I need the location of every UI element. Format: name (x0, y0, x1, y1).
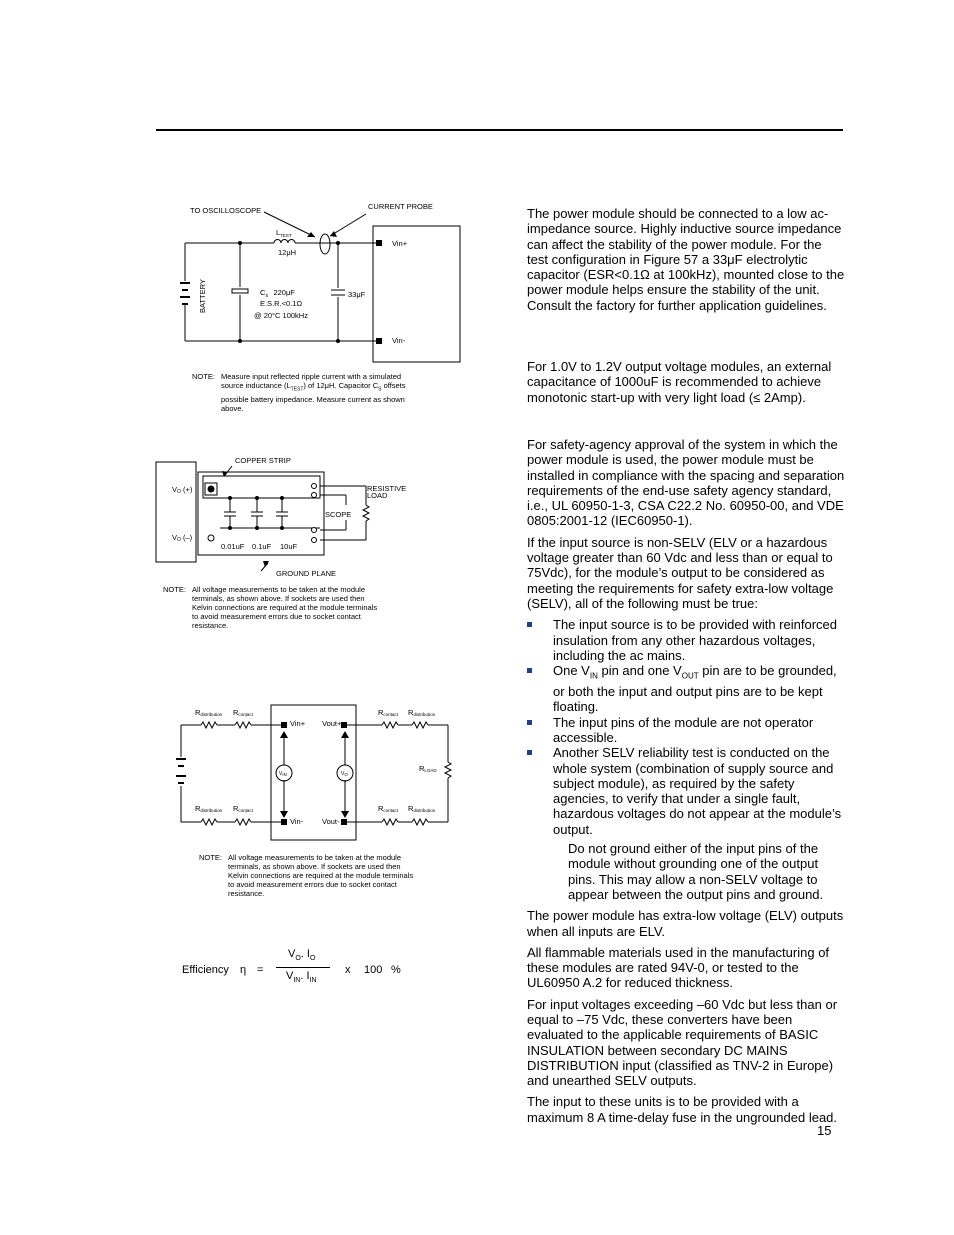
fig1-circuit (180, 212, 460, 362)
paragraph: For safety-agency approval of the system in which the power module is used, the power module must be installed in compliance with the spacing and separation requirements of the end-use safety agency standard, i.e., UL 60950-1-3, CSA C22.2 No. 60950-00, and VDE 0805:2001-12 (IEC60950-1). (527, 437, 845, 529)
bullet-marker (527, 668, 532, 673)
fig1-vin-plus: Vin+ (392, 239, 408, 248)
right-column-block-1 (527, 206, 845, 319)
vo-plus-label: VO (+) (172, 485, 193, 495)
numerator: $V_O$. $I_O$ (288, 948, 316, 963)
paragraph: For 1.0V to 1.2V output voltage modules, an external capacitance of 1000uF is recommended to achieve monotonic start-up with very light load (≤ 2Amp). (527, 359, 832, 405)
denominator: $V_{IN}$. $I_{IN}$ (286, 970, 317, 985)
ltest-label: $L_{TEST}$ (276, 228, 292, 238)
paragraph: All flammable materials used in the manufacturing of these modules are rated 94V-0, or tested to the UL60950 A.2 for reduced thickness. (527, 944, 830, 991)
page-number: 15 (817, 1123, 832, 1138)
fig1-labels (190, 202, 433, 345)
fig2-note-line: Kelvin connections are required at the module terminals (192, 603, 378, 612)
bullet-text: The input pins of the module are not operator accessible. (553, 714, 814, 745)
fig3-note-line: Kelvin connections are required at the module terminals (228, 871, 414, 880)
bullet-item (527, 617, 845, 663)
bullet-item (527, 715, 845, 746)
fig3-vin-minus: Vin- (290, 817, 304, 826)
c33-label: 33μF (348, 290, 366, 299)
paragraph: The power module has extra-low voltage (ELV) outputs when all inputs are ELV. (527, 908, 844, 939)
bullet-marker (527, 750, 532, 755)
cap3-label: 10uF (280, 542, 298, 551)
cond-label: @ 20°C 100kHz (254, 311, 308, 320)
battery-label: BATTERY (198, 279, 207, 313)
fig2-note-label: NOTE: (163, 585, 186, 594)
bullet-marker (527, 622, 532, 627)
fig1-note-line: possible battery impedance. Measure current as shown (221, 394, 405, 404)
fig3-note-line: resistance. (228, 889, 265, 898)
current-probe-label: CURRENT PROBE (368, 202, 433, 211)
fig2-note-line: All voltage measurements to be taken at the module (192, 585, 366, 594)
fig3-vout-plus: Vout+ (322, 719, 342, 728)
paragraph: The power module should be connected to a low ac-impedance source. Highly inductive source impedance can affect the stability of the power module. For the test configuration in Figure 57 a 33μF electrolytic capacitor (ESR<0.1Ω at 100kHz), mounted close to the power module helps ensure the stability of the unit. Consult the factory for further application guidelines. (527, 206, 845, 313)
fig3-note-line: terminals, as shown above. If sockets are used then (228, 862, 401, 871)
r-cont-tl: Rcontact (233, 708, 253, 717)
fig3-vout-minus: Vout- (322, 817, 340, 826)
hundred-value: 100 (364, 964, 383, 976)
copper-strip-label: COPPER STRIP (235, 456, 291, 465)
load-label: LOAD (367, 491, 388, 500)
r-dist-tr: Rdistribution (408, 708, 436, 717)
fig3-note-line: All voltage measurements to be taken at the module (228, 853, 402, 862)
paragraph: If the input source is non-SELV (ELV or a hazardous voltage greater than 60 Vdc and less than or equal to 75Vdc), for the module’s output to be considered as meeting the requirements for safety extra-low voltage (SELV), all of the following must be true: (527, 534, 834, 611)
bullet-item (527, 663, 845, 714)
scope-label: SCOPE (325, 510, 352, 519)
fig1-note-line: above. (221, 403, 244, 413)
fig3-note-line: to avoid measurement errors due to socket contact (228, 880, 397, 889)
cap2-label: 0.1uF (252, 542, 272, 551)
percent-sign: % (391, 964, 401, 976)
paragraph: For input voltages exceeding –60 Vdc but less than or equal to –75 Vdc, these converters have been evaluated to the applicable requirements of BASIC INSULATION between secondary DC MAINS DISTRIBUTION input (classified as TNV-2 in Europe) and unearthed SELV outputs. (527, 996, 838, 1089)
cap1-label: 0.01uF (221, 542, 245, 551)
efficiency-label: Efficiency (182, 964, 229, 976)
resistive-label: RESISTIVE (367, 484, 407, 493)
bullet-marker (527, 720, 532, 725)
indented-paragraph: Do not ground either of the input pins of the module without grounding one of the output pins. This may allow a non-SELV voltage to appear between the output pins and ground. (568, 841, 824, 902)
fig1-note-line: Measure input reflected ripple current with a simulated (221, 372, 402, 381)
r-cont-bl: Rcontact (233, 804, 253, 813)
ground-plane-label: GROUND PLANE (276, 569, 337, 578)
fig1-note-line: source inductance $(L_{TEST})$ of 12μH. Capacitor $C_S$ offsets (221, 381, 406, 393)
fraction-bar (276, 967, 330, 968)
fig2-note-line: terminals, as shown above. If sockets are used then (192, 594, 365, 603)
bullet-text: Another SELV reliability test is conducted on the whole system (combination of supply source and subject module), as required by the safety agencies, to verify that under a single fault, hazardous voltages do not appear at the module’s output. (553, 745, 842, 837)
paragraph: The input to these units is to be provided with a maximum 8 A time-delay fuse in the ungrounded lead. (527, 1094, 838, 1125)
times-sign: x (345, 964, 351, 976)
right-column-block-2 (527, 359, 845, 411)
vo-minus-label: VO (–) (172, 533, 193, 543)
fig2-note-line: to avoid measurement errors due to socket contact (192, 612, 361, 621)
ltest-value: 12μH (278, 248, 297, 257)
fig2-note-body (192, 585, 377, 630)
equals-sign: = (257, 964, 264, 976)
right-column-block-3 (527, 437, 845, 1131)
rload-label: RLOAD (419, 764, 437, 773)
r-dist-bl: Rdistribution (195, 804, 223, 813)
r-cont-br: Rcontact (378, 804, 398, 813)
r-cont-tr: Rcontact (378, 708, 398, 717)
fig3-circuit (176, 705, 451, 840)
vo-meter-label: VO (341, 771, 348, 777)
fig3-note-body (228, 853, 413, 898)
fig3-vin-plus: Vin+ (290, 719, 306, 728)
fig1-note-body (221, 372, 406, 413)
bullet-text: One $V_{IN}$ pin and one $V_{OUT}$ pin are to be grounded, or both the input and output pins are to be kept floating. (553, 663, 837, 715)
r-dist-tl: Rdistribution (195, 708, 223, 717)
fig1-vin-minus: Vin- (392, 336, 406, 345)
to-oscilloscope-label: TO OSCILLOSCOPE (190, 206, 262, 215)
fig3-note-label: NOTE: (199, 853, 222, 862)
fig3-labels (195, 708, 437, 826)
fig2-note-line: resistance. (192, 621, 229, 630)
eta-symbol: η (240, 964, 247, 976)
bullet-text: The input source is to be provided with reinforced insulation from any other hazardous voltages, including the ac mains. (553, 617, 837, 663)
r-dist-br: Rdistribution (408, 804, 436, 813)
fig1-note-label: NOTE: (192, 372, 215, 381)
fig2-labels (172, 456, 406, 578)
bullet-item (527, 745, 845, 837)
vin-meter-label: VIN (279, 771, 287, 777)
cs-label: $C_S$ 220μF (260, 288, 295, 298)
esr-label: E.S.R.<0.1Ω (260, 299, 303, 308)
